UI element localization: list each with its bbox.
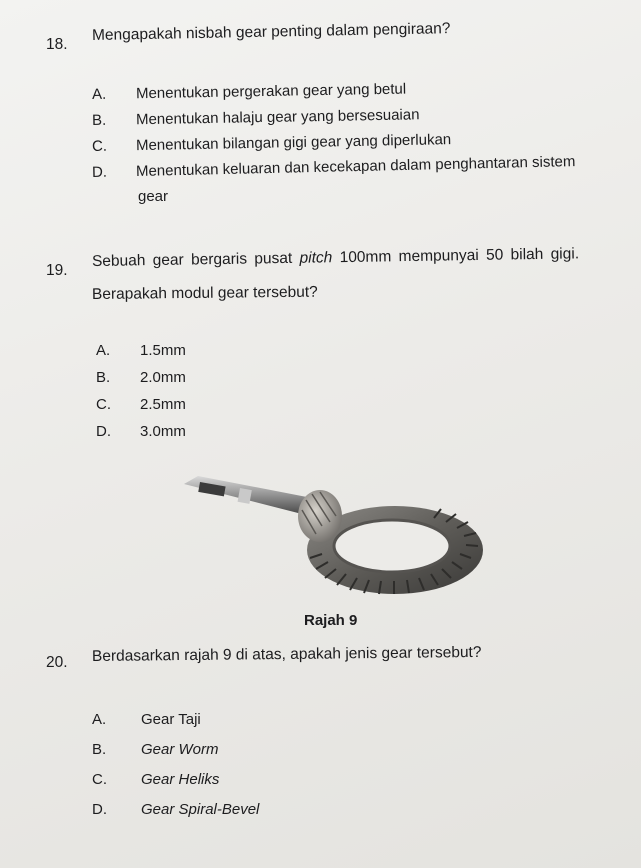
question-19-number: 19. (46, 262, 68, 279)
question-19-option-a[interactable] (96, 342, 186, 359)
question-18-option-d[interactable] (92, 153, 576, 181)
option-text: Menentukan bilangan gigi gear yang diperlukan (135, 131, 452, 155)
option-letter: C. (96, 396, 111, 413)
spiral-bevel-gear-icon (170, 466, 490, 616)
question-19-text-line2: Berapakah modul gear tersebut? (91, 283, 318, 303)
option-text: Menentukan keluaran dan kecekapan dalam penghantaran sistem (135, 153, 576, 180)
question-20-option-c[interactable] (92, 771, 219, 788)
option-letter: D. (96, 423, 111, 440)
question-19-italic-term: pitch (299, 249, 333, 267)
option-letter: C. (91, 137, 108, 155)
question-18-number: 18. (46, 36, 68, 53)
option-text: Menentukan pergerakan gear yang betul (135, 80, 407, 103)
question-18-option-a[interactable] (92, 81, 406, 103)
question-18-option-d-continuation: gear (138, 188, 169, 205)
question-19-text (92, 245, 579, 271)
question-19-option-c[interactable] (96, 396, 186, 413)
option-letter: A. (92, 711, 107, 728)
question-18-text: Mengapakah nisbah gear penting dalam pengiraan? (91, 20, 451, 44)
option-letter: D. (92, 801, 107, 818)
option-text: 1.5mm (140, 342, 186, 359)
question-19-text-part: 100mm mempunyai 50 bilah gigi. (332, 245, 580, 267)
question-18-option-c[interactable] (92, 131, 451, 155)
question-19-text-part: Sebuah gear bergaris pusat (91, 249, 300, 270)
question-19-option-b[interactable] (96, 369, 186, 386)
question-18-option-b[interactable] (92, 106, 420, 129)
option-text: Gear Heliks (141, 771, 220, 788)
option-text: Gear Spiral-Bevel (141, 801, 260, 818)
question-20-option-b[interactable] (92, 741, 219, 758)
question-20-number: 20. (46, 654, 68, 671)
option-text: Gear Taji (141, 711, 201, 728)
option-letter: B. (96, 369, 111, 386)
option-letter: B. (91, 111, 107, 129)
option-text: 2.0mm (140, 369, 186, 386)
question-20-option-d[interactable] (92, 801, 259, 818)
option-letter: A. (91, 85, 107, 103)
question-20-option-a[interactable] (92, 711, 201, 728)
option-text: Gear Worm (141, 741, 219, 758)
option-letter: C. (92, 771, 107, 788)
gear-figure (170, 466, 490, 616)
figure-caption: Rajah 9 (304, 612, 358, 629)
option-text: 2.5mm (140, 396, 186, 413)
option-text: Menentukan halaju gear yang bersesuaian (135, 106, 420, 129)
option-letter: B. (92, 741, 107, 758)
option-letter: A. (96, 342, 111, 359)
question-19-option-d[interactable] (96, 423, 186, 440)
option-text: 3.0mm (140, 423, 186, 440)
option-letter: D. (91, 163, 108, 181)
question-20-text: Berdasarkan rajah 9 di atas, apakah jenis gear tersebut? (91, 643, 482, 665)
